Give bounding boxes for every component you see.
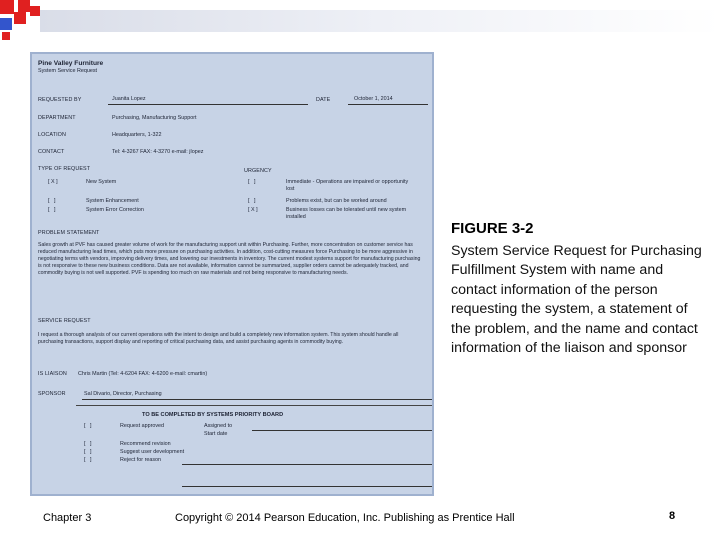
type-checkbox: [ ] xyxy=(48,198,56,204)
sponsor-label: SPONSOR xyxy=(38,391,66,397)
liaison-label: IS LIAISON xyxy=(38,371,67,377)
page-number: 8 xyxy=(669,510,676,522)
problem-text: Sales growth at PVF has caused greater volume of work for the manufacturing support unit within Purchasing. Further, more concentration on customer service has reduced manufacturing lead times, which puts more pressure on purchasing activities. In addition, cost-cutting measures force Purchasing to be more aggressive in negotiating terms with vendors, improving delivery times, and lowering our investments in inventory. The current modest systems support for manufacturing purchasing is not responsive to these new business conditions. Data are not available, information cannot be summarized, supplier orders cannot be adequately tracked, and commodity buying is not well supported. PVF is spending too much on raw materials and not being responsive to manufacturing needs. xyxy=(38,242,421,277)
sponsor-value: Sal Divario, Director, Purchasing xyxy=(84,391,162,397)
type-label: TYPE OF REQUEST xyxy=(38,166,91,172)
board-item-label: Reject for reason xyxy=(120,457,162,463)
location-value: Headquarters, 1-322 xyxy=(112,132,162,138)
copyright-text: Copyright © 2014 Pearson Education, Inc. Publishing as Prentice Hall xyxy=(175,512,515,524)
contact-value: Tel: 4-3267 FAX: 4-3270 e-mail: jlopez xyxy=(112,149,204,155)
board-checkbox: [ ] xyxy=(84,457,92,463)
start-date-label: Start date xyxy=(204,431,228,437)
company-name: Pine Valley Furniture xyxy=(38,60,104,67)
date-label: DATE xyxy=(316,97,331,103)
service-text: I request a thorough analysis of our current operations with the intent to design and build a completely new information system. This system should handle all purchasing transactions, support display and reporting of critical purchasing data, and assist purchasing agents in commodity buying. xyxy=(38,332,399,346)
department-value: Purchasing, Manufacturing Support xyxy=(112,115,197,121)
type-checkbox: [ ] xyxy=(48,207,56,213)
board-checkbox: [ ] xyxy=(84,441,92,447)
location-label: LOCATION xyxy=(38,132,66,138)
deco-square-red xyxy=(30,6,40,16)
deco-square-red xyxy=(18,0,30,12)
board-checkbox: [ ] xyxy=(84,449,92,455)
type-item-label: New System xyxy=(86,179,117,185)
requested-by-line xyxy=(108,104,308,105)
urgency-label: URGENCY xyxy=(244,168,272,174)
board-checkbox: [ ] xyxy=(84,423,92,429)
problem-label: PROBLEM STATEMENT xyxy=(38,230,100,236)
figure-title: FIGURE 3-2 xyxy=(451,220,534,237)
requested-by-label: REQUESTED BY xyxy=(38,97,82,103)
date-value: October 1, 2014 xyxy=(354,96,393,102)
assigned-to-line xyxy=(252,430,432,431)
board-border-top xyxy=(76,405,432,406)
type-item-label: System Error Correction xyxy=(86,207,144,213)
urgency-item-label: Immediate - Operations are impaired or opportunity lost xyxy=(286,179,409,192)
assigned-to-label: Assigned to xyxy=(204,423,233,429)
requested-by-value: Juanita Lopez xyxy=(112,96,146,102)
reject-reason-line xyxy=(182,464,432,465)
form-subtitle: System Service Request xyxy=(38,68,98,75)
board-item-label: Suggest user development xyxy=(120,449,185,455)
urgency-checkbox: [ X ] xyxy=(248,207,258,213)
urgency-checkbox: [ ] xyxy=(248,198,256,204)
date-line xyxy=(348,104,428,105)
contact-label: CONTACT xyxy=(38,149,65,155)
chapter-label: Chapter 3 xyxy=(43,512,92,524)
deco-square-blue xyxy=(0,18,12,30)
service-label: SERVICE REQUEST xyxy=(38,318,91,324)
urgency-checkbox: [ ] xyxy=(248,179,256,185)
board-title: TO BE COMPLETED BY SYSTEMS PRIORITY BOARD xyxy=(142,412,284,418)
board-item-label: Request approved xyxy=(120,423,165,429)
board-item-label: Recommend revision xyxy=(120,441,171,447)
deco-square-red xyxy=(0,0,14,14)
sponsor-line xyxy=(82,399,432,400)
department-label: DEPARTMENT xyxy=(38,115,76,121)
urgency-item-label: Business losses can be tolerated until new system installed xyxy=(286,207,407,220)
deco-square-red xyxy=(2,32,10,40)
figure-caption: System Service Request for Purchasing Fulfillment System with name and contact information of the person requesting the system, a statement of the problem, and the name and contact information of the liaison and sponsor xyxy=(451,243,702,357)
service-request-form xyxy=(30,52,434,496)
type-item-label: System Enhancement xyxy=(86,198,139,204)
urgency-item-label: Problems exist, but can be worked around xyxy=(286,198,387,204)
title-bar-gradient xyxy=(40,10,720,32)
liaison-value: Chris Martin (Tel: 4-6204 FAX: 4-6200 e-mail: cmartin) xyxy=(78,371,208,377)
type-checkbox: [ X ] xyxy=(48,179,58,185)
deco-square-red xyxy=(14,12,26,24)
board-extra-line xyxy=(182,486,432,487)
